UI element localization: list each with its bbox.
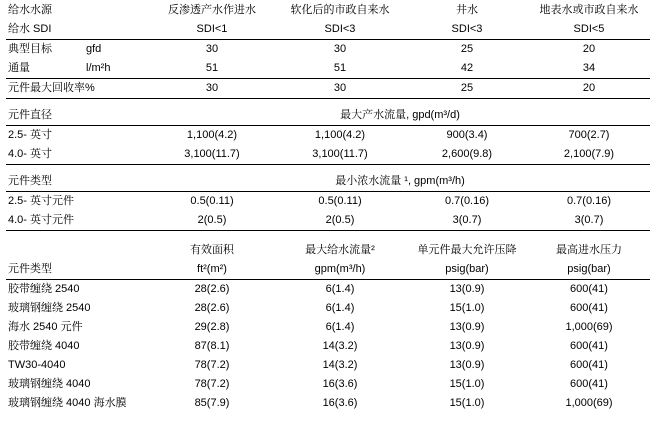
element-area: 29(2.8) xyxy=(194,321,230,333)
recovery-label: 元件最大回收率% xyxy=(6,79,150,99)
flux-lmh-3: 42 xyxy=(406,59,528,79)
flux-lmh-2: 51 xyxy=(274,59,406,79)
element-area: 78(7.2) xyxy=(194,359,230,371)
spacer-1 xyxy=(6,99,650,107)
concentrate-40-4: 3(0.7) xyxy=(528,211,650,231)
flux-gfd-1: 30 xyxy=(205,43,219,55)
element-pressure: 600(41) xyxy=(570,340,608,352)
element-feedflow: 14(3.2) xyxy=(322,359,358,371)
element-area: 85(7.9) xyxy=(194,397,230,409)
flux-row-lmh xyxy=(6,59,650,79)
sdi-label: 给水 SDI xyxy=(6,20,150,40)
permeate-40-2: 3,100(11.7) xyxy=(274,145,406,165)
permeate-40-1: 3,100(11.7) xyxy=(150,145,274,165)
sdi-value-2: SDI<3 xyxy=(274,20,406,40)
flux-gfd-2: 30 xyxy=(333,43,347,55)
spacer-3 xyxy=(6,231,650,242)
flux-label-line1: 典型目标 xyxy=(8,43,52,55)
table-row xyxy=(6,337,650,356)
table-row xyxy=(6,299,650,318)
recovery-row xyxy=(6,79,650,99)
element-col-pressure: 最高进水压力 xyxy=(556,244,622,256)
spacer-2 xyxy=(6,165,650,173)
sdi-row xyxy=(6,20,650,40)
table-row xyxy=(6,356,650,375)
element-feedflow: 6(1.4) xyxy=(325,283,355,295)
element-feedflow: 6(1.4) xyxy=(325,321,355,333)
element-name: TW30-4040 xyxy=(8,359,66,371)
permeate-25-1: 1,100(4.2) xyxy=(186,129,238,141)
flux-unit-lmh: l/m²h xyxy=(84,59,150,79)
header-col-3: 井水 xyxy=(456,4,478,16)
permeate-row-40 xyxy=(6,145,650,165)
concentrate-row-40 xyxy=(6,211,650,231)
header-col-1: 反渗透产水作进水 xyxy=(168,4,256,16)
permeate-25-2: 1,100(4.2) xyxy=(314,129,366,141)
permeate-flow-title: 最大产水流量, gpd(m³/d) xyxy=(150,106,650,126)
element-pressure: 1,000(69) xyxy=(565,397,613,409)
header-col-4: 地表水或市政自来水 xyxy=(539,4,639,16)
element-type-label-2: 元件类型 xyxy=(6,260,150,280)
element-unit-area: ft²(m²) xyxy=(150,260,274,280)
concentrate-section-header xyxy=(6,172,650,192)
element-section-colheads xyxy=(6,241,650,260)
element-name: 玻璃钢缠绕 2540 xyxy=(8,302,91,314)
element-pressure: 600(41) xyxy=(570,378,608,390)
sdi-value-3: SDI<3 xyxy=(406,20,528,40)
table-row xyxy=(6,318,650,337)
element-col-area: 有效面积 xyxy=(190,244,234,256)
concentrate-size-25: 2.5- 英寸元件 xyxy=(8,195,75,207)
concentrate-25-1: 0.5(0.11) xyxy=(190,195,234,207)
permeate-25-4: 700(2.7) xyxy=(568,129,610,141)
table-row xyxy=(6,280,650,300)
flux-gfd-4: 20 xyxy=(582,43,596,55)
permeate-section-header xyxy=(6,106,650,126)
element-pressure: 600(41) xyxy=(570,359,608,371)
permeate-size-40: 4.0- 英寸 xyxy=(6,145,150,165)
concentrate-25-2: 0.5(0.11) xyxy=(318,195,362,207)
header-col-2: 软化后的市政自来水 xyxy=(290,4,390,16)
permeate-size-25: 2.5- 英寸 xyxy=(8,129,53,141)
element-dp: 13(0.9) xyxy=(449,283,485,295)
concentrate-40-3: 3(0.7) xyxy=(406,211,528,231)
element-area: 87(8.1) xyxy=(194,340,230,352)
concentrate-size-40: 4.0- 英寸元件 xyxy=(6,211,150,231)
element-dp: 13(0.9) xyxy=(449,359,485,371)
concentrate-25-3: 0.7(0.16) xyxy=(444,195,490,207)
element-diameter-label: 元件直径 xyxy=(6,106,150,126)
recovery-value-3: 25 xyxy=(406,79,528,99)
table-row xyxy=(6,375,650,394)
element-name: 玻璃钢缠绕 4040 xyxy=(8,378,91,390)
design-guidelines-table xyxy=(6,0,650,413)
element-feedflow: 16(3.6) xyxy=(322,378,358,390)
element-unit-feedflow: gpm(m³/h) xyxy=(274,260,406,280)
concentrate-row-25 xyxy=(6,192,650,212)
concentrate-flow-title: 最小浓水流量 ¹, gpm(m³/h) xyxy=(150,172,650,192)
permeate-40-3: 2,600(9.8) xyxy=(406,145,528,165)
element-pressure: 1,000(69) xyxy=(565,321,613,333)
concentrate-25-4: 0.7(0.16) xyxy=(566,195,612,207)
element-dp: 15(1.0) xyxy=(449,378,485,390)
permeate-25-3: 900(3.4) xyxy=(446,129,488,141)
flux-unit-gfd: gfd xyxy=(86,43,102,55)
element-name: 海水 2540 元件 xyxy=(8,321,83,333)
recovery-value-1: 30 xyxy=(150,79,274,99)
element-section-units xyxy=(6,260,650,280)
element-dp: 13(0.9) xyxy=(449,321,485,333)
recovery-value-2: 30 xyxy=(274,79,406,99)
flux-label-line2: 通量 xyxy=(6,59,84,79)
element-name: 胶带缠绕 2540 xyxy=(8,283,80,295)
flux-row-gfd xyxy=(6,40,650,60)
element-area: 28(2.6) xyxy=(194,283,230,295)
element-dp: 15(1.0) xyxy=(449,302,485,314)
recovery-value-4: 20 xyxy=(528,79,650,99)
flux-lmh-4: 34 xyxy=(528,59,650,79)
table-header-row xyxy=(6,0,650,20)
element-feedflow: 16(3.6) xyxy=(322,397,358,409)
element-type-label-1: 元件类型 xyxy=(6,172,150,192)
element-name: 玻璃钢缠绕 4040 海水膜 xyxy=(8,397,127,409)
element-unit-pressure: psig(bar) xyxy=(528,260,650,280)
sdi-value-1: SDI<1 xyxy=(150,20,274,40)
concentrate-40-2: 2(0.5) xyxy=(274,211,406,231)
header-row-label: 给水水源 xyxy=(8,4,52,16)
element-dp: 15(1.0) xyxy=(449,397,485,409)
element-col-feedflow: 最大给水流量² xyxy=(305,244,375,256)
element-col-dp: 单元件最大允许压降 xyxy=(417,244,517,256)
permeate-row-25 xyxy=(6,126,650,146)
sdi-value-4: SDI<5 xyxy=(528,20,650,40)
element-dp: 13(0.9) xyxy=(449,340,485,352)
element-feedflow: 6(1.4) xyxy=(325,302,355,314)
permeate-40-4: 2,100(7.9) xyxy=(528,145,650,165)
concentrate-40-1: 2(0.5) xyxy=(150,211,274,231)
flux-lmh-1: 51 xyxy=(150,59,274,79)
element-pressure: 600(41) xyxy=(570,283,608,295)
element-unit-dp: psig(bar) xyxy=(406,260,528,280)
flux-gfd-3: 25 xyxy=(460,43,474,55)
element-pressure: 600(41) xyxy=(570,302,608,314)
element-area: 78(7.2) xyxy=(194,378,230,390)
element-feedflow: 14(3.2) xyxy=(322,340,358,352)
element-name: 胶带缠绕 4040 xyxy=(8,340,80,352)
element-area: 28(2.6) xyxy=(194,302,230,314)
table-row xyxy=(6,394,650,413)
